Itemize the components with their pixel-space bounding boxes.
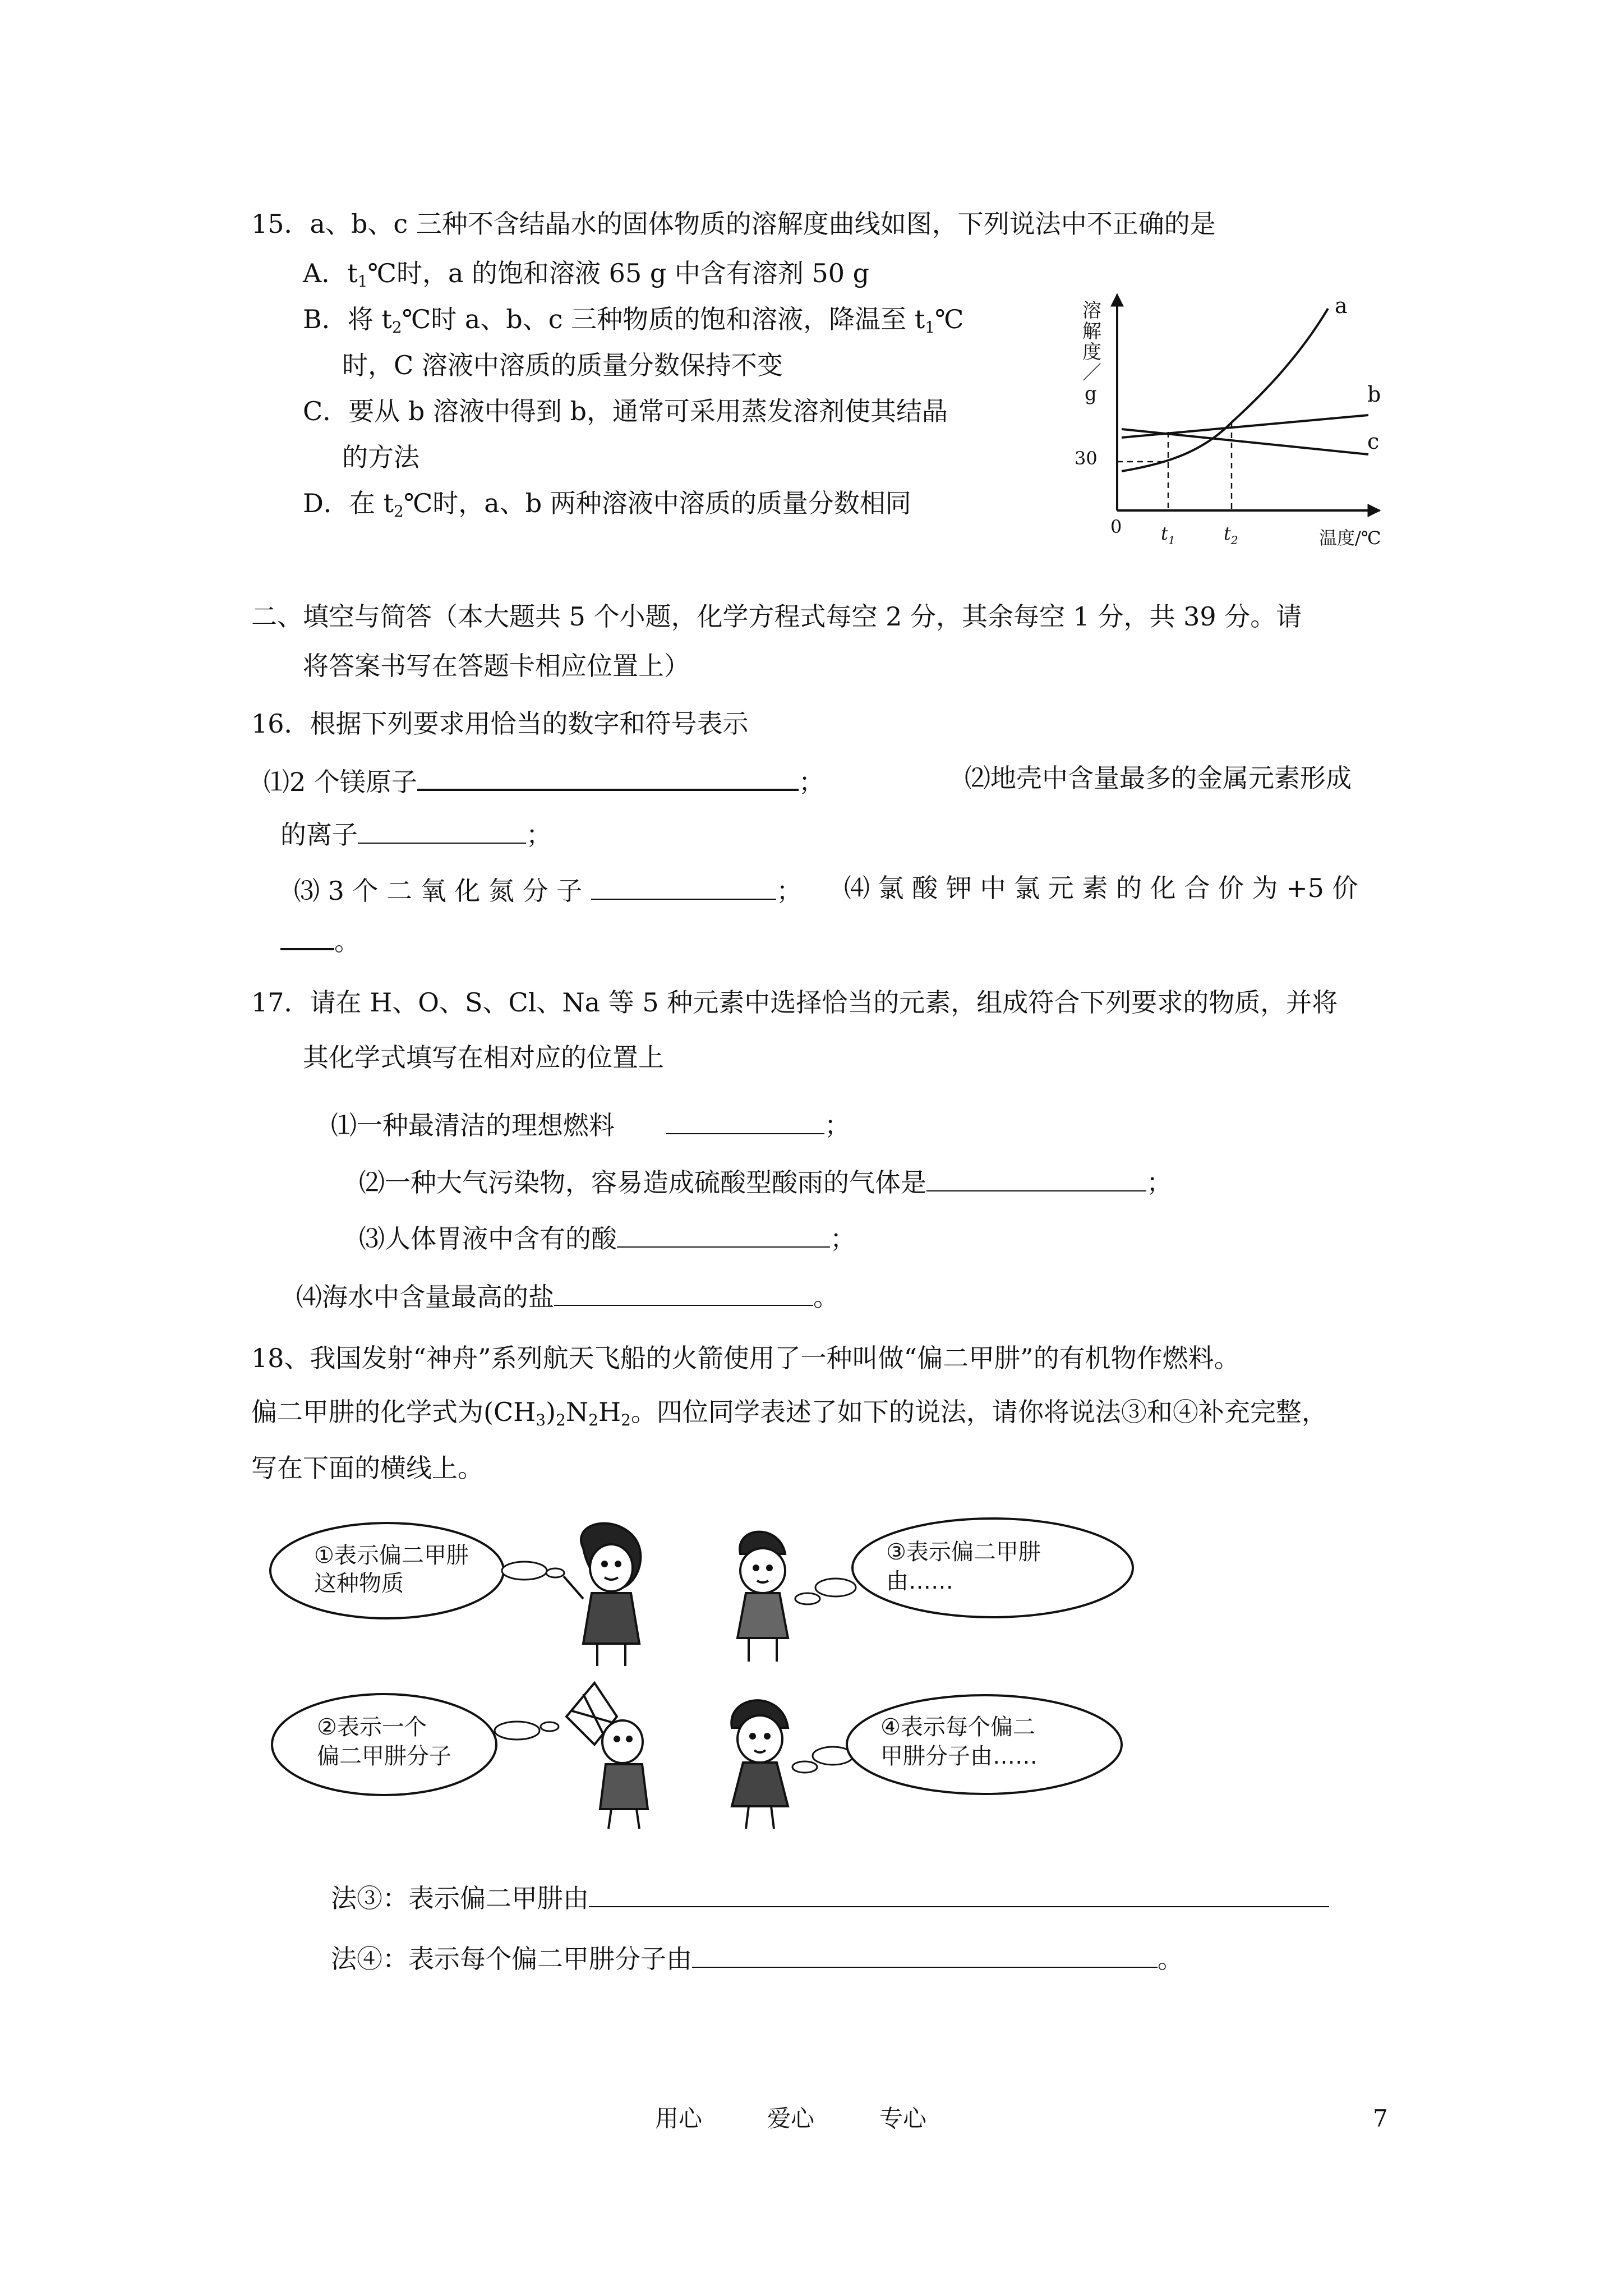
q16-blank-3[interactable] <box>591 873 776 900</box>
bubble-3-line-1: ③表示偏二甲肼 <box>886 1539 1041 1565</box>
q17-item3: ⑶人体胃液中含有的酸 ； <box>359 1221 856 1254</box>
q18-stem: 18、我国发射“神舟”系列航天飞船的火箭使用了一种叫做“偏二甲肼”的有机物作燃料。 <box>251 1343 1240 1373</box>
curve-c-label: c <box>1367 429 1380 454</box>
footer-text-1: 用心 <box>655 2105 703 2132</box>
q16-part4: ⑷ 氯 酸 钾 中 氯 元 素 的 化 合 价 为 +5 价 <box>844 873 1358 903</box>
q16-stem: 16．根据下列要求用恰当的数字和符号表示 <box>251 708 749 739</box>
q17-item2: ⑵一种大气污染物，容易造成硫酸型酸雨的气体是 ； <box>359 1165 1172 1198</box>
x-tick-t1: $t_1$ <box>1161 523 1175 547</box>
q17-item1: ⑴一种最清洁的理想燃料 ； <box>331 1107 850 1141</box>
q18-answer-3: 法③：表示偏二甲肼由 <box>331 1880 1329 1914</box>
student-figure-4 <box>731 1700 788 1829</box>
q17-stem: 17．请在 H、O、S、Cl、Na 等 5 种元素中选择恰当的元素，组成符合下列要求的物质，并将 <box>251 987 1338 1018</box>
bubble-1-line-1: ①表示偏二甲肼 <box>314 1543 469 1568</box>
footer-text-3: 专心 <box>879 2105 927 2132</box>
q15-option-c: C．要从 b 溶液中得到 b，通常可采用蒸发溶剂使其结晶 <box>303 396 948 426</box>
q17-item4: ⑷海水中含量最高的盐 。 <box>296 1279 839 1313</box>
q16-part4-cont: 。 <box>280 922 360 957</box>
student-figure-3 <box>566 1683 648 1829</box>
origin-label: 0 <box>1110 516 1122 537</box>
q15-option-d: D．在 $t_2℃$时，a、b 两种溶液中溶质的质量分数相同 <box>303 488 911 521</box>
q16-part3: ⑶ 3 个 二 氧 化 氮 分 子 ； <box>294 873 802 907</box>
q16-part1: ⑴2 个镁原子 ； <box>264 763 824 798</box>
curve-c <box>1122 429 1368 454</box>
q18-blank-4[interactable] <box>692 1941 1158 1968</box>
q16-part2-cont: 的离子 ； <box>280 817 552 850</box>
q18-answer-4: 法④：表示每个偏二甲肼分子由 。 <box>331 1941 1183 1975</box>
q16-blank-1[interactable] <box>417 763 799 791</box>
thought-bubble-2 <box>272 1694 559 1795</box>
curve-a-label: a <box>1335 293 1348 318</box>
q17-stem-cont: 其化学式填写在相对应的位置上 <box>303 1042 664 1073</box>
x-axis-label: 温度/℃ <box>1319 527 1381 549</box>
q15-stem: 15．a、b、c 三种不含结晶水的固体物质的溶解度曲线如图，下列说法中不正确的是 <box>251 209 1216 239</box>
curve-b <box>1122 415 1368 438</box>
q17-blank-4[interactable] <box>554 1279 813 1306</box>
q18-blank-3[interactable] <box>589 1880 1329 1907</box>
section2-title: 二、填空与简答（本大题共 5 个小题，化学方程式每空 2 分，其余每空 1 分，共 39 分。请 <box>251 601 1302 632</box>
q17-blank-1[interactable] <box>666 1107 824 1134</box>
thought-bubble-1 <box>270 1523 564 1618</box>
student-figure-1 <box>564 1524 640 1666</box>
q18-stem-end: 写在下面的横线上。 <box>251 1453 483 1483</box>
q15-option-b-cont: 时，C 溶液中溶质的质量分数保持不变 <box>342 350 783 380</box>
y-axis-label-3: 度 <box>1082 341 1101 364</box>
y-axis-label-1: 溶 <box>1082 300 1101 322</box>
bubble-2-line-1: ②表示一个 <box>317 1714 427 1740</box>
thought-bubble-3 <box>795 1519 1133 1617</box>
q17-blank-2[interactable] <box>926 1165 1146 1191</box>
y-tick-30: 30 <box>1075 448 1098 469</box>
y-axis-label-5: g <box>1085 383 1097 405</box>
section2-title-cont: 将答案书写在答题卡相应位置上） <box>303 651 690 681</box>
q16-part2: ⑵地壳中含量最多的金属元素形成 <box>965 763 1352 793</box>
thought-bubble-4 <box>792 1695 1122 1794</box>
footer-text-2: 爱心 <box>767 2105 815 2132</box>
bubble-1-line-2: 这种物质 <box>314 1571 404 1596</box>
q18-formula-line: 偏二甲肼的化学式为$(CH_3)_2N_2H_2$。四位同学表述了如下的说法，请你将说法③和④补充完整， <box>251 1397 1327 1429</box>
q16-blank-4[interactable] <box>280 922 334 950</box>
bubble-4-line-1: ④表示每个偏二 <box>880 1714 1035 1740</box>
q15-option-b: B．将 $t_2℃$时 a、b、c 三种物质的饱和溶液，降温至 $t_1℃$ <box>303 304 964 337</box>
bubble-4-line-2: 甲肼分子由…… <box>880 1743 1038 1769</box>
y-axis-label-4: ／ <box>1082 362 1101 384</box>
x-tick-t2: $t_2$ <box>1224 523 1238 547</box>
q15-option-a: A．$t_1℃$时，a 的饱和溶液 65 g 中含有溶剂 50 g <box>303 258 870 291</box>
bubble-3-line-2: 由…… <box>886 1568 953 1594</box>
curve-b-label: b <box>1367 382 1381 407</box>
student-figure-2 <box>737 1532 788 1662</box>
y-axis-label-2: 解 <box>1082 320 1101 343</box>
q15-option-c-cont: 的方法 <box>342 442 419 472</box>
page-number: 7 <box>1373 2105 1388 2132</box>
q16-blank-2[interactable] <box>358 817 526 844</box>
solubility-chart <box>1066 286 1413 561</box>
cartoon-illustration <box>269 1515 1178 1829</box>
bubble-2-line-2: 偏二甲肼分子 <box>317 1743 451 1769</box>
q17-blank-3[interactable] <box>617 1221 830 1248</box>
